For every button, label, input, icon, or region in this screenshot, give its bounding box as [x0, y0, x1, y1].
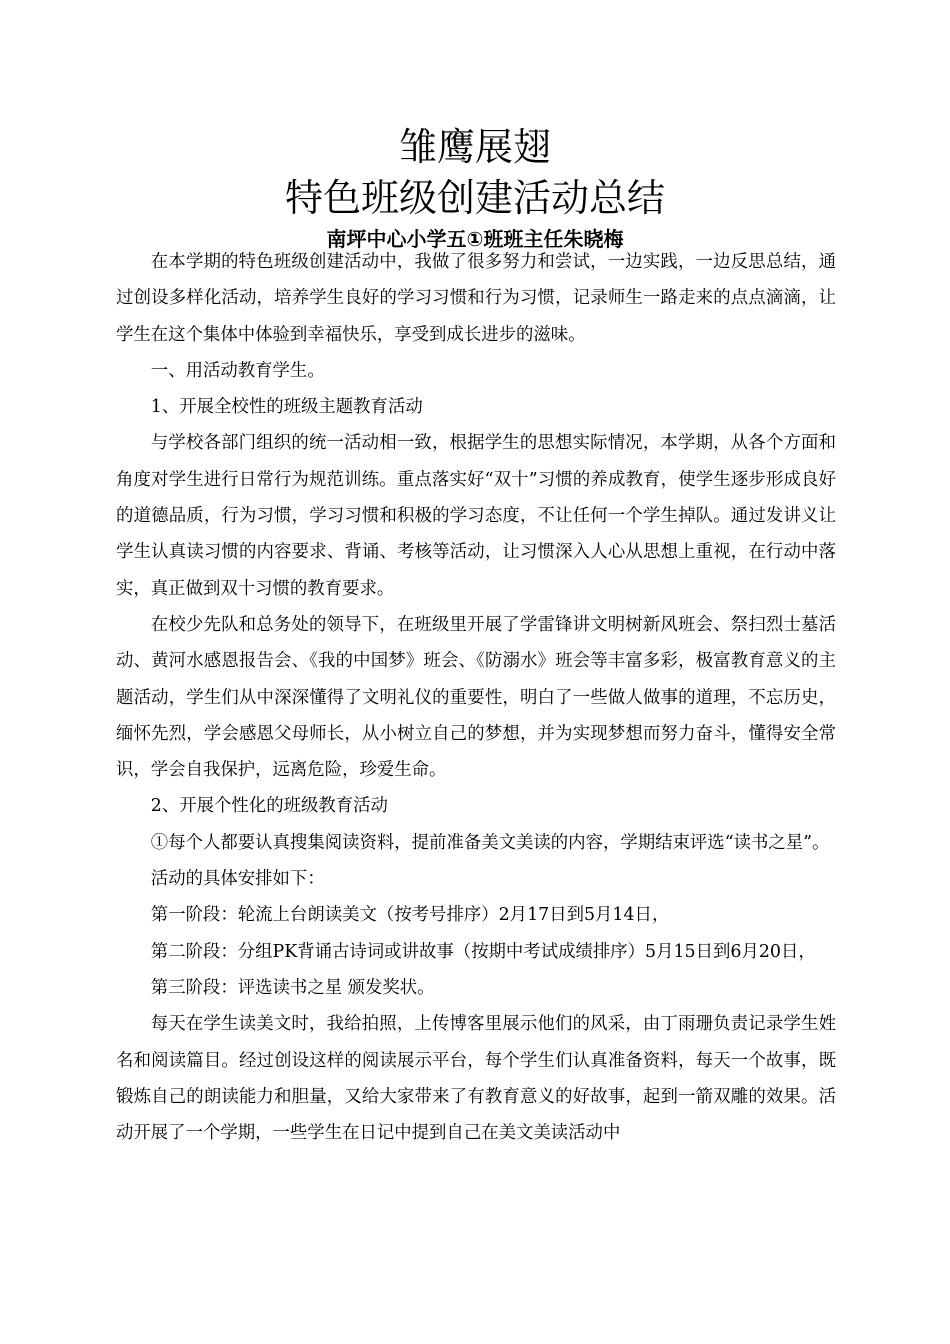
paragraph: 在校少先队和总务处的领导下，在班级里开展了学雷锋讲文明树新风班会、祭扫烈士墓活动、黄河水感恩报告会、《我的中国梦》班会、《防溺水》班会等丰富多彩，极富教育意义的主题活动，学生们从中深深懂得了文明礼仪的重要性，明白了一些做人做事的道理，不忘历史，缅怀先烈，学会感恩父母师长，从小树立自己的梦想，并为实现梦想而努力奋斗，懂得安全常识，学会自我保护，远离危险，珍爱生命。: [116, 614, 836, 781]
document-title: 雏鹰展翅: [398, 125, 551, 169]
author-byline: 南坪中心小学五①班班主任朱晓梅: [326, 227, 624, 251]
paragraph: 每天在学生读美文时，我给拍照，上传博客里展示他们的风采，由丁雨珊负责记录学生姓名和阅读篇目。经过创设这样的阅读展示平台，每个学生们认真准备资料，每天一个故事，既锻炼自己的朗读能力和胆量，又给大家带来了有教育意义的好故事，起到一箭双雕的效果。活动开展了一个学期，一些学生在日记中提到自己在美文美读活动中: [116, 1014, 836, 1144]
schedule-item: 第一阶段：轮流上台朗读美文（按考号排序）2月17日到5月14日，: [150, 905, 670, 926]
paragraph: 与学校各部门组织的统一活动相一致，根据学生的思想实际情况，本学期，从各个方面和角度对学生进行日常行为规范训练。重点落实好“双十”习惯的养成教育，使学生逐步形成良好的道德品质，行为习惯，学习习惯和积极的学习态度，不让任何一个学生掉队。通过发讲义让学生认真读习惯的内容要求、背诵、考核等活动，让习惯深入人心从思想上重视，在行动中落实，真正做到双十习惯的教育要求。: [116, 433, 836, 599]
schedule-item: 第二阶段：分组PK背诵古诗词或讲故事（按期中考试成绩排序）5月15日到6月20日，: [150, 941, 816, 962]
paragraph: 在本学期的特色班级创建活动中，我做了很多努力和尝试，一边实践，一边反思总结，通过创设多样化活动，培养学生良好的学习习惯和行为习惯，记录师生一路走来的点点滴滴，让学生在这个集体中体验到幸福快乐，享受到成长进步的滋味。: [116, 252, 836, 345]
document-body: [116, 244, 836, 1151]
title-block: [0, 122, 950, 254]
subsection-heading: 2、开展个性化的班级教育活动: [150, 796, 388, 817]
schedule-item: 第三阶段：评选读书之星 颁发奖状。: [150, 977, 435, 998]
document-subtitle: 特色班级创建活动总结: [284, 176, 665, 220]
paragraph: ①每个人都要认真搜集阅读资料，提前准备美文美读的内容，学期结束评选“读书之星”。: [150, 832, 830, 853]
paragraph: 活动的具体安排如下：: [150, 869, 325, 890]
section-heading: 一、用活动教育学生。: [150, 360, 325, 381]
subsection-heading: 1、开展全校性的班级主题教育活动: [150, 397, 423, 418]
